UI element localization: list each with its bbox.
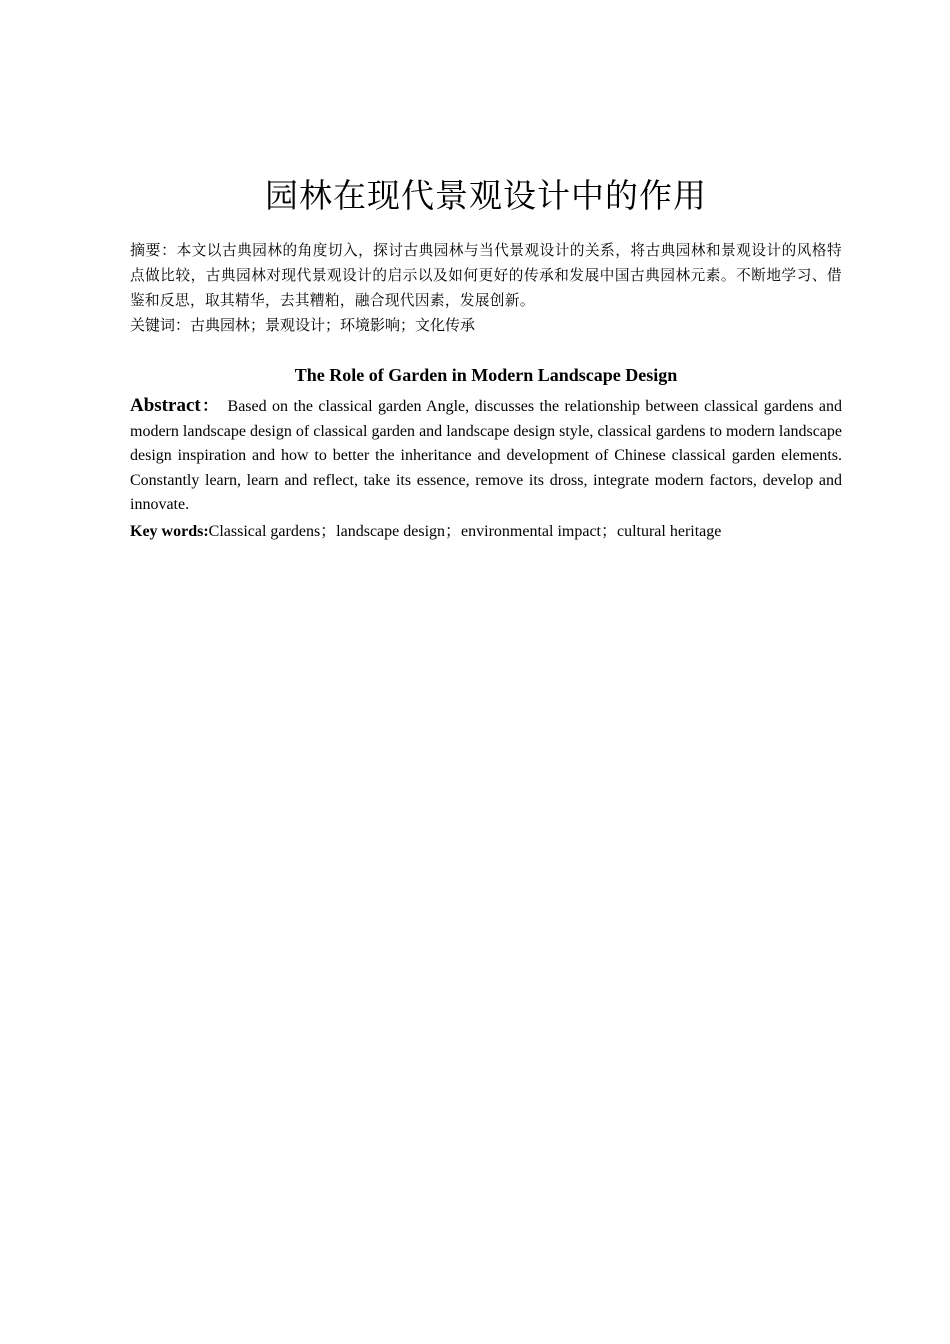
english-title: The Role of Garden in Modern Landscape Design (294, 365, 678, 385)
english-abstract-label: Abstract (130, 395, 201, 416)
chinese-keywords (130, 313, 842, 338)
chinese-abstract-label: 摘要： (130, 241, 177, 259)
chinese-title: 园林在现代景观设计中的作用 (265, 176, 707, 215)
chinese-keywords-label: 关键词： (130, 316, 191, 334)
front-matter (130, 172, 842, 544)
english-keywords (130, 520, 842, 544)
chinese-abstract (130, 238, 842, 313)
english-abstract (130, 394, 842, 518)
english-abstract-text: Based on the classical garden Angle, discusses the relationship between classical gardens and modern landscape design of classical garden and landscape design style, classical gardens to modern landscape design inspiration and how to better the inheritance and development of Chinese classical garden elements. Constantly learn, learn and reflect, take its essence, remove its dross, integrate modern factors, develop and innovate. (130, 398, 842, 514)
chinese-abstract-text: 本文以古典园林的角度切入，探讨古典园林与当代景观设计的关系，将古典园林和景观设计的风格特点做比较，古典园林对现代景观设计的启示以及如何更好的传承和发展中国古典园林元素。不断地学习、借鉴和反思，取其精华，去其糟粕，融合现代因素，发展创新。 (130, 242, 843, 309)
english-keywords-text: Classical gardens；landscape design；environmental impact；cultural heritage (208, 522, 722, 540)
english-keywords-label: Key words: (130, 522, 209, 540)
chinese-keywords-text: 古典园林；景观设计；环境影响；文化传承 (190, 316, 476, 334)
english-abstract-colon: ： (200, 398, 220, 415)
